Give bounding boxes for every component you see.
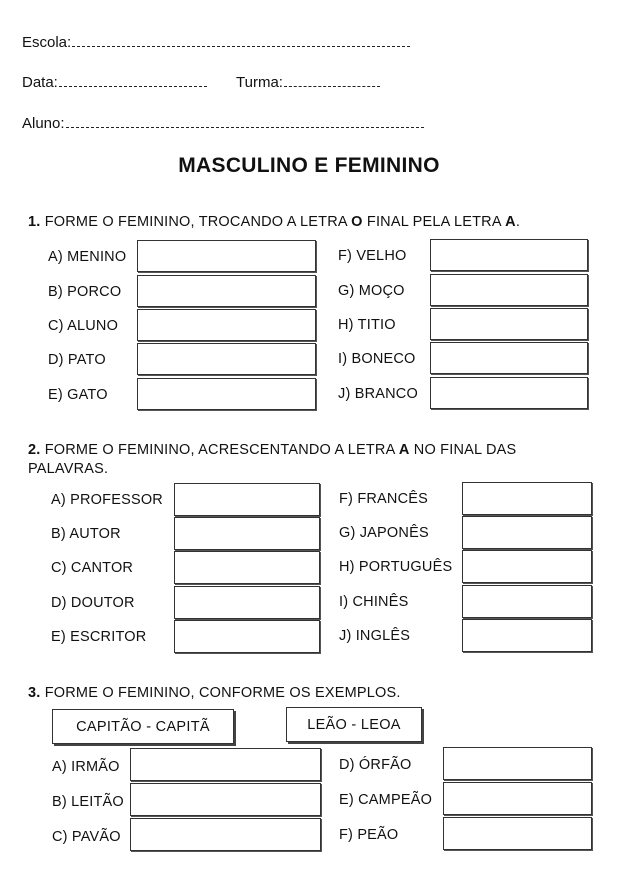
- section2-answer-box[interactable]: [174, 517, 320, 550]
- section2-answer-box[interactable]: [174, 586, 320, 619]
- section2-item-label: E) ESCRITOR: [51, 629, 147, 645]
- section2-answer-box[interactable]: [462, 619, 592, 652]
- data-field: [22, 74, 207, 92]
- section2-answer-box[interactable]: [462, 550, 592, 583]
- section2-item-label: D) DOUTOR: [51, 595, 135, 611]
- section1-answer-box[interactable]: [137, 240, 316, 272]
- section1-answer-box[interactable]: [137, 309, 316, 341]
- section2-item-label: H) PORTUGUÊS: [339, 559, 453, 575]
- section1-item-label: D) PATO: [48, 352, 106, 368]
- section3-number: 3.: [28, 685, 41, 701]
- section3-item-label: D) ÓRFÃO: [339, 757, 412, 773]
- aluno-line[interactable]: [66, 117, 424, 128]
- section2-item-label: J) INGLÊS: [339, 628, 411, 644]
- section3-item-label: E) CAMPEÃO: [339, 792, 433, 808]
- escola-field: [22, 34, 410, 52]
- example-capitao: CAPITÃO - CAPITÃ: [52, 709, 234, 744]
- section1-number: 1.: [28, 214, 41, 230]
- section2-answer-box[interactable]: [462, 482, 592, 515]
- aluno-label: Aluno:: [22, 115, 65, 132]
- section1-item-label: F) VELHO: [338, 248, 407, 264]
- section3-item-label: F) PEÃO: [339, 827, 399, 843]
- section3-answer-box[interactable]: [443, 782, 592, 815]
- section3-instruction: 3. FORME O FEMININO, CONFORME OS EXEMPLOS.: [28, 685, 401, 701]
- section2-instruction: 2. FORME O FEMININO, ACRESCENTANDO A LETRA A NO FINAL DAS PALAVRAS.: [28, 442, 517, 477]
- turma-label: Turma:: [236, 74, 283, 91]
- section1-item-label: B) PORCO: [48, 284, 122, 300]
- section1-item-label: I) BONECO: [338, 351, 416, 367]
- data-line[interactable]: [59, 76, 207, 87]
- section2-item-label: C) CANTOR: [51, 560, 134, 576]
- section1-item-label: E) GATO: [48, 387, 108, 403]
- section1-item-label: G) MOÇO: [338, 283, 405, 299]
- section2-item-label: I) CHINÊS: [339, 594, 409, 610]
- aluno-field: [22, 115, 424, 133]
- section1-answer-box[interactable]: [430, 308, 588, 340]
- section1-item-label: J) BRANCO: [338, 386, 418, 402]
- turma-field: [236, 74, 380, 92]
- section3-answer-box[interactable]: [443, 817, 592, 850]
- section3-item-label: B) LEITÃO: [52, 794, 124, 810]
- section1-item-label: C) ALUNO: [48, 318, 119, 334]
- section2-item-label: B) AUTOR: [51, 526, 121, 542]
- page-title: MASCULINO E FEMININO: [178, 154, 440, 177]
- section2-item-label: A) PROFESSOR: [51, 492, 163, 508]
- section3-item-label: A) IRMÃO: [52, 759, 120, 775]
- section2-answer-box[interactable]: [462, 516, 592, 549]
- section2-answer-box[interactable]: [174, 620, 320, 653]
- example-leao: LEÃO - LEOA: [286, 707, 422, 742]
- data-label: Data:: [22, 74, 58, 91]
- section2-answer-box[interactable]: [462, 585, 592, 618]
- section1-answer-box[interactable]: [430, 274, 588, 306]
- section1-answer-box[interactable]: [137, 378, 316, 410]
- section3-item-label: C) PAVÃO: [52, 829, 121, 845]
- section1-answer-box[interactable]: [430, 239, 588, 271]
- section2-item-label: F) FRANCÊS: [339, 491, 428, 507]
- section1-item-label: H) TITIO: [338, 317, 396, 333]
- turma-line[interactable]: [284, 76, 380, 87]
- section2-answer-box[interactable]: [174, 551, 320, 584]
- section1-answer-box[interactable]: [430, 377, 588, 409]
- section3-answer-box[interactable]: [130, 748, 321, 781]
- section2-item-label: G) JAPONÊS: [339, 525, 429, 541]
- section2-answer-box[interactable]: [174, 483, 320, 516]
- escola-line[interactable]: [72, 36, 410, 47]
- section1-instruction: 1. FORME O FEMININO, TROCANDO A LETRA O FINAL PELA LETRA A.: [28, 214, 521, 230]
- section1-answer-box[interactable]: [137, 343, 316, 375]
- section1-answer-box[interactable]: [137, 275, 316, 307]
- section1-answer-box[interactable]: [430, 342, 588, 374]
- section2-number: 2.: [28, 442, 41, 458]
- section1-item-label: A) MENINO: [48, 249, 127, 265]
- section3-answer-box[interactable]: [130, 818, 321, 851]
- section3-answer-box[interactable]: [443, 747, 592, 780]
- escola-label: Escola:: [22, 34, 72, 51]
- section3-answer-box[interactable]: [130, 783, 321, 816]
